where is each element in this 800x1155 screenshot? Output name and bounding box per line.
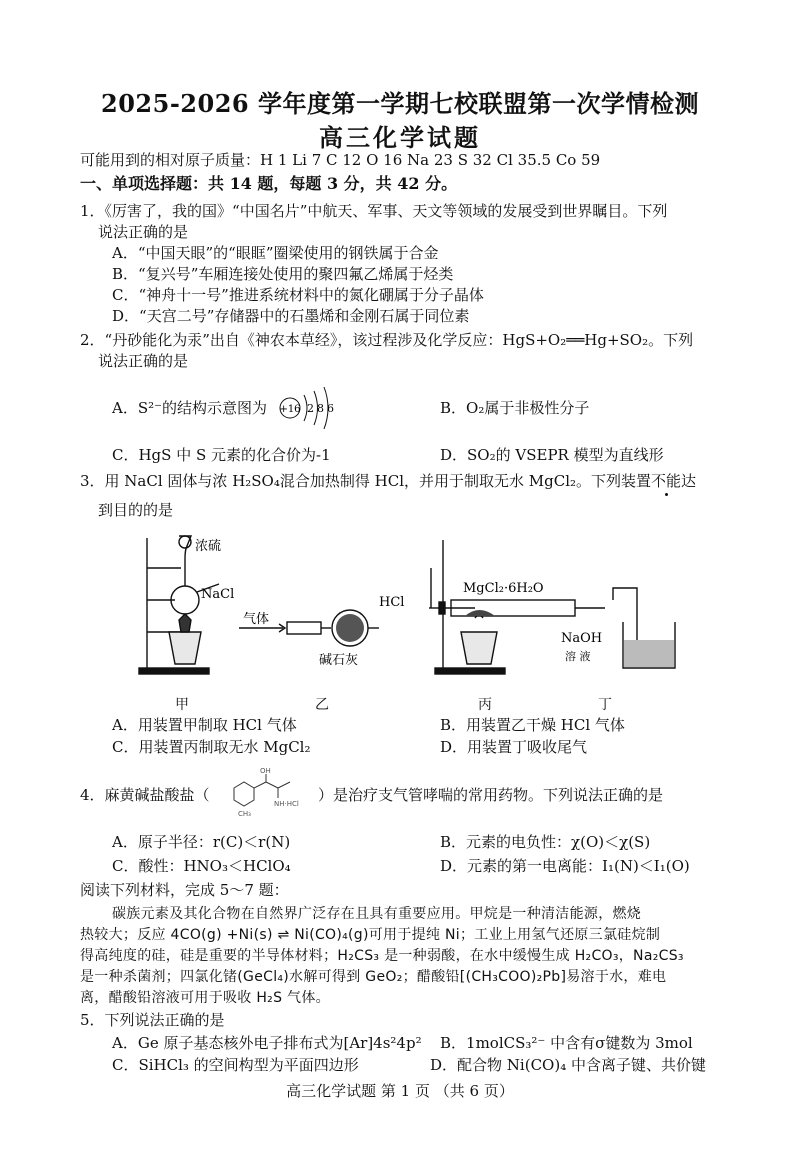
- q5-option-a: A．Ge 原子基态核外电子排布式为[Ar]4s²4p²: [112, 1034, 422, 1052]
- struct-oh: OH: [260, 767, 271, 775]
- q2-option-b: B．O₂属于非极性分子: [440, 399, 590, 417]
- beaker-solution: [624, 640, 674, 667]
- label-soda-lime: 碱石灰: [319, 653, 359, 668]
- q4-option-d: D．元素的第一电离能：I₁(N)＜I₁(O): [440, 857, 690, 875]
- shell-2-electrons: 8: [317, 402, 324, 415]
- q1-stem-1: 1．《厉害了，我的国》“中国名片”中航天、军事、天文等领域的发展受到世界瞩目。下列: [80, 202, 668, 220]
- s2-ion-structure-diagram: [276, 383, 342, 433]
- reading-line-4: 是一种杀菌剂；四氯化锗(GeCl₄)水解可得到 GeO₂；醋酸铅[(CH₃COO)₂Pb]易溶于水，难电: [80, 969, 667, 985]
- q3-option-a: A．用装置甲制取 HCl 气体: [112, 716, 297, 734]
- q4-stem-pre: 4．麻黄碱盐酸盐（: [80, 786, 210, 804]
- q3-option-c: C．用装置丙制取无水 MgCl₂: [112, 738, 311, 756]
- label-ding: 丁: [598, 697, 612, 713]
- crystal-pile: [465, 610, 495, 616]
- ephedrine-structure: [222, 766, 322, 820]
- apparatus-figure: [135, 528, 725, 688]
- q4-option-c: C．酸性：HNO₃＜HClO₄: [112, 857, 291, 875]
- q3-stem-post: 达: [681, 472, 697, 490]
- label-bing: 丙: [478, 697, 492, 713]
- q2-stem-1: 2．“丹砂能化为汞”出自《神农本草经》，该过程涉及化学反应：HgS+O₂══Hg+SO₂。下列: [80, 331, 694, 349]
- struct-ch3: CH₃: [238, 810, 251, 818]
- exam-subtitle: 高三化学试题: [319, 123, 481, 152]
- q4-option-a: A．原子半径：r(C)＜r(N): [112, 833, 291, 851]
- label-jia: 甲: [175, 697, 189, 713]
- shell-3-electrons: 6: [327, 402, 334, 415]
- q3-emphasis: 不能: [651, 472, 682, 490]
- soda-lime-fill: [336, 614, 364, 642]
- label-solution: 溶 液: [565, 650, 591, 663]
- q3-option-d: D．用装置丁吸收尾气: [440, 738, 588, 756]
- q5-option-c: C．SiHCl₃ 的空间构型为平面四边形: [112, 1056, 359, 1074]
- q2-option-d: D．SO₂的 VSEPR 模型为直线形: [440, 446, 664, 464]
- nucleus-charge: +16: [279, 404, 301, 415]
- reading-line-1: 碳族元素及其化合物在自然界广泛存在且具有重要应用。甲烷是一种清洁能源，燃烧: [112, 906, 642, 922]
- exam-title: 2025-2026 学年度第一学期七校联盟第一次学情检测: [101, 89, 699, 118]
- q1-option-d: D．“天宫二号”存储器中的石墨烯和金刚石属于同位素: [112, 307, 470, 325]
- label-nacl: NaCl: [201, 587, 235, 602]
- q3-stem-2: 到目的的是: [98, 501, 174, 519]
- q2-option-a: A．S²⁻的结构示意图为: [112, 399, 268, 417]
- atomic-masses: 可能用到的相对原子质量：H 1 Li 7 C 12 O 16 Na 23 S 32 Cl 35.5 Co 59: [80, 151, 601, 169]
- q4-stem-post: ）是治疗支气管哮喘的常用药物。下列说法正确的是: [318, 786, 664, 804]
- q4-option-b: B．元素的电负性：χ(O)＜χ(S): [440, 833, 651, 851]
- label-mgcl2: MgCl₂·6H₂O: [463, 581, 544, 596]
- reading-intro: 阅读下列材料，完成 5～7 题：: [80, 881, 289, 899]
- label-gas: 气体: [243, 612, 270, 627]
- page-footer: 高三化学试题 第 1 页 （共 6 页）: [286, 1082, 514, 1100]
- label-yi: 乙: [315, 697, 329, 713]
- label-acid: 浓硫: [195, 539, 222, 554]
- q5-stem: 5．下列说法正确的是: [80, 1011, 225, 1029]
- label-hcl: HCl: [379, 595, 405, 610]
- label-naoh: NaOH: [561, 631, 603, 646]
- q5-option-d: D．配合物 Ni(CO)₄ 中含离子键、共价键: [430, 1056, 706, 1074]
- q1-option-a: A．“中国天眼”的“眼眶”圈梁使用的钢铁属于合金: [112, 244, 439, 262]
- section-heading: 一、单项选择题：共 14 题，每题 3 分，共 42 分。: [80, 174, 458, 193]
- struct-nh-hcl: NH·HCl: [274, 800, 299, 808]
- reading-line-2: 热较大；反应 4CO(g) +Ni(s) ⇌ Ni(CO)₄(g)可用于提纯 Ni；工业上用氢气还原三氯硅烷制: [80, 927, 661, 943]
- apparatus-jia: [139, 536, 222, 674]
- q5-option-b: B．1molCS₃²⁻ 中含有σ键数为 3mol: [440, 1034, 693, 1052]
- q3-stem-1: [80, 471, 696, 491]
- q2-option-c: C．HgS 中 S 元素的化合价为-1: [112, 446, 331, 464]
- q1-option-b: B．“复兴号”车厢连接处使用的聚四氟乙烯属于烃类: [112, 265, 454, 283]
- q1-option-c: C．“神舟十一号”推进系统材料中的氮化硼属于分子晶体: [112, 286, 484, 304]
- shell-1-electrons: 2: [307, 402, 314, 415]
- q1-stem-2: 说法正确的是: [98, 223, 189, 241]
- q3-option-b: B．用装置乙干燥 HCl 气体: [440, 716, 625, 734]
- reading-line-3: 得高纯度的硅，硅是重要的半导体材料；H₂CS₃ 是一种弱酸，在水中缓慢生成 H₂CO₃，Na₂CS₃: [80, 948, 684, 964]
- q2-stem-2: 说法正确的是: [98, 352, 189, 370]
- q3-stem-pre: 3．用 NaCl 固体与浓 H₂SO₄混合加热制得 HCl，并用于制取无水 MgCl₂。下列装置: [80, 472, 652, 490]
- reading-line-5: 离，醋酸铅溶液可用于吸收 H₂S 气体。: [80, 990, 330, 1006]
